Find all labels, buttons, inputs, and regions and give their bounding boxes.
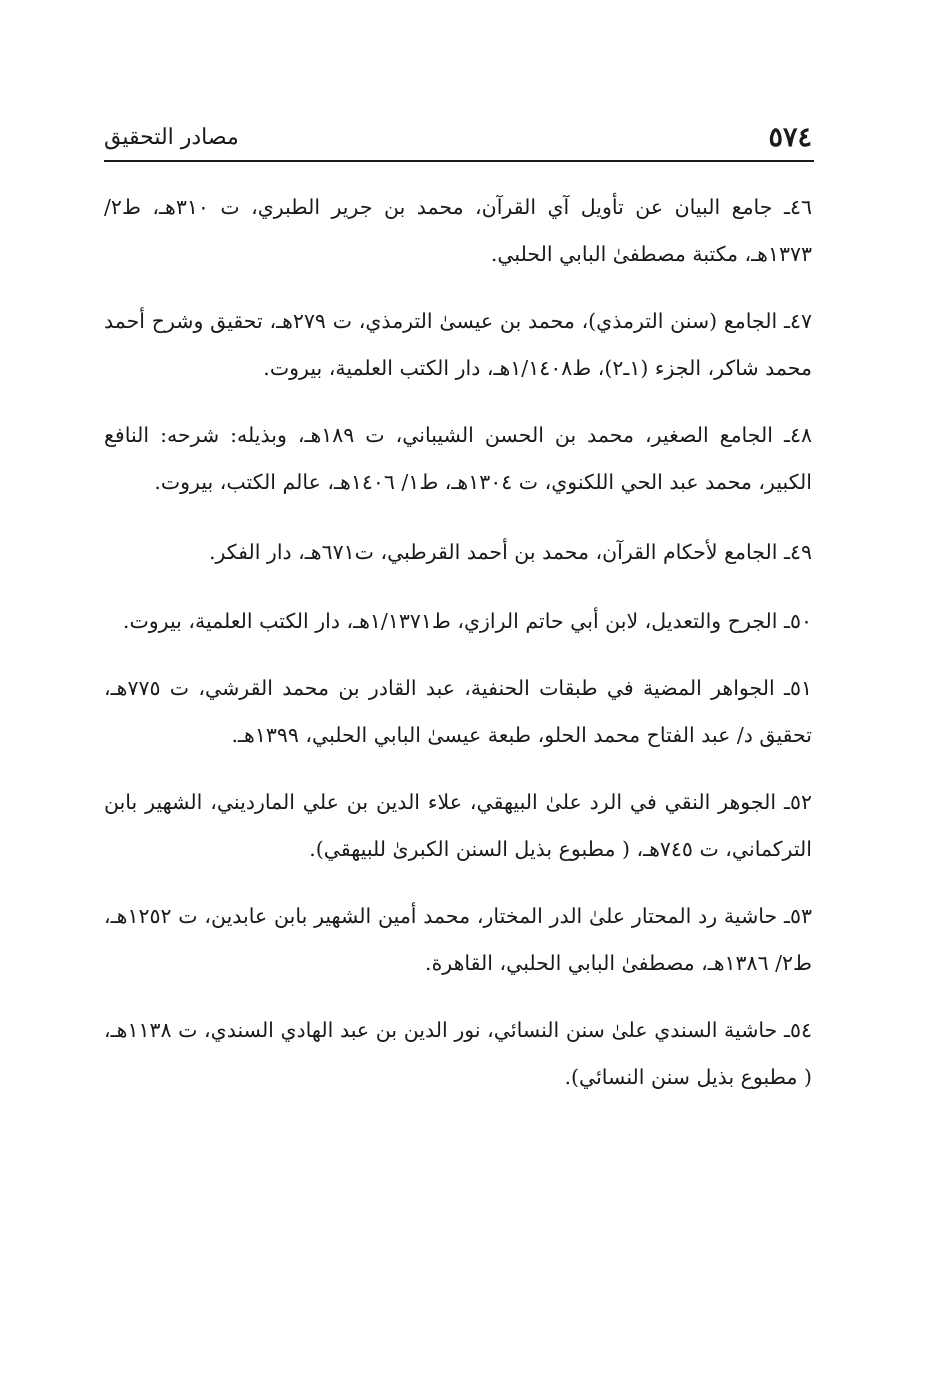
bibliography-entry-50: ٥٠ـ الجرح والتعديل، لابن أبي حاتم الرازي، ط١/١٣٧١هـ، دار الكتب العلمية، بيروت. <box>122 608 812 633</box>
header-rule <box>104 160 814 162</box>
bibliography-entry-46: ٤٦ـ جامع البيان عن تأويل آي القرآن، محمد بن جرير الطبري، ت ٣١٠هـ، ط٢/ ١٣٧٣هـ، مكتبة مصطفىٰ البابي الحلبي. <box>104 195 812 266</box>
bibliography-entry-52: ٥٢ـ الجوهر النقي في الرد علىٰ البيهقي، علاء الدين بن علي المارديني، الشهير بابن التركماني، ت ٧٤٥هـ، ( مطبوع بذيل السنن الكبرىٰ للبيهقي). <box>104 790 812 861</box>
bibliography-entry-48: ٤٨ـ الجامع الصغير، محمد بن الحسن الشيباني، ت ١٨٩هـ، وبذيله: شرحه: النافع الكبير، محمد عبد الحي اللكنوي، ت ١٣٠٤هـ، ط١/ ١٤٠٦هـ، عالم الكتب، بيروت. <box>104 423 812 494</box>
page-number: ٥٧٤ <box>768 122 812 153</box>
bibliography-list <box>104 184 812 1121</box>
bibliography-entry-54: ٥٤ـ حاشية السندي علىٰ سنن النسائي، نور الدين بن عبد الهادي السندي، ت ١١٣٨هـ، ( مطبوع بذيل سنن النسائي). <box>104 1018 812 1089</box>
bibliography-entry-51: ٥١ـ الجواهر المضية في طبقات الحنفية، عبد القادر بن محمد القرشي، ت ٧٧٥هـ، تحقيق د/ عبد الفتاح محمد الحلو، طبعة عيسىٰ البابي الحلبي، ١٣٩٩هـ. <box>104 676 812 747</box>
running-head <box>104 112 812 158</box>
bibliography-entry-47: ٤٧ـ الجامع (سنن الترمذي)، محمد بن عيسىٰ الترمذي، ت ٢٧٩هـ، تحقيق وشرح أحمد محمد شاكر، الجزء (١ـ٢)، ط١/١٤٠٨هـ، دار الكتب العلمية، بيروت. <box>104 309 812 380</box>
running-title: مصادر التحقيق <box>104 125 239 150</box>
bibliography-entry-49: ٤٩ـ الجامع لأحكام القرآن، محمد بن أحمد القرطبي، ت٦٧١هـ، دار الفكر. <box>208 540 812 564</box>
bibliography-entry-53: ٥٣ـ حاشية رد المحتار علىٰ الدر المختار، محمد أمين الشهير بابن عابدين، ت ١٢٥٢هـ، ط٢/ ١٣٨٦هـ، مصطفىٰ البابي الحلبي، القاهرة. <box>104 904 812 975</box>
